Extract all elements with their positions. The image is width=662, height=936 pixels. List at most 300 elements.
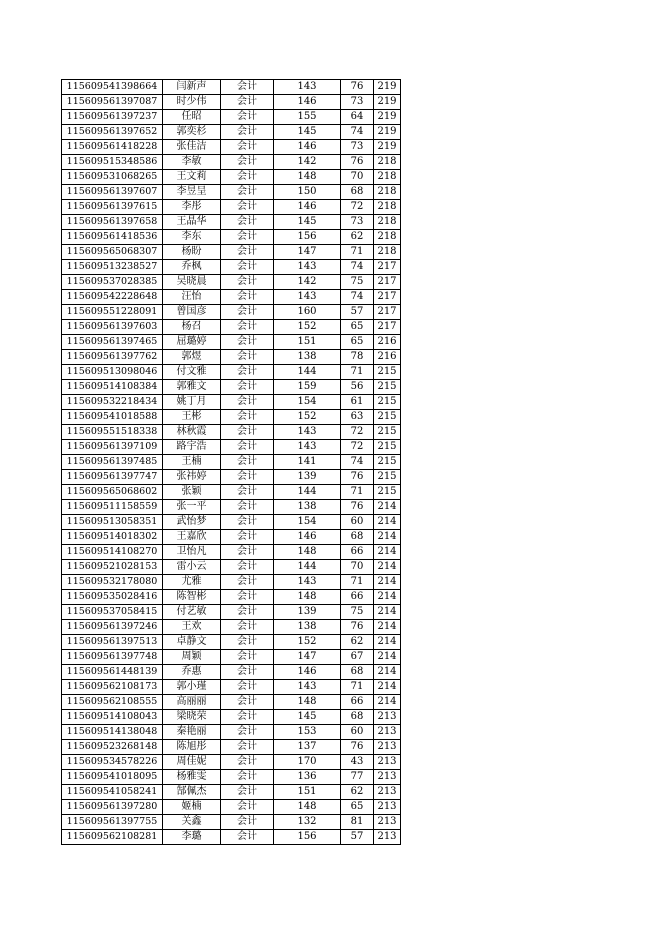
score2-cell: 73 — [341, 215, 374, 230]
major-cell: 会计 — [221, 530, 274, 545]
score2-cell: 75 — [341, 605, 374, 620]
major-cell: 会计 — [221, 215, 274, 230]
table-row — [62, 635, 401, 650]
student-id-cell: 115609514108270 — [62, 545, 163, 560]
student-name-cell: 秦艳丽 — [163, 725, 221, 740]
table-row — [62, 380, 401, 395]
score1-cell: 142 — [274, 275, 341, 290]
student-name-cell: 郭小瑾 — [163, 680, 221, 695]
student-id-cell: 115609561397603 — [62, 320, 163, 335]
table-row — [62, 260, 401, 275]
student-name-cell: 王欢 — [163, 620, 221, 635]
major-cell: 会计 — [221, 515, 274, 530]
score1-cell: 142 — [274, 155, 341, 170]
student-id-cell: 115609551518338 — [62, 425, 163, 440]
major-cell: 会计 — [221, 665, 274, 680]
student-id-cell: 115609514108043 — [62, 710, 163, 725]
major-cell: 会计 — [221, 710, 274, 725]
table-row — [62, 500, 401, 515]
score2-cell: 68 — [341, 185, 374, 200]
major-cell: 会计 — [221, 350, 274, 365]
score1-cell: 143 — [274, 80, 341, 95]
major-cell: 会计 — [221, 830, 274, 845]
score2-cell: 71 — [341, 485, 374, 500]
student-id-cell: 115609561397755 — [62, 815, 163, 830]
total-score-cell: 214 — [374, 605, 401, 620]
major-cell: 会计 — [221, 155, 274, 170]
student-id-cell: 115609551228091 — [62, 305, 163, 320]
score1-cell: 153 — [274, 725, 341, 740]
student-id-cell: 115609561397087 — [62, 95, 163, 110]
score2-cell: 43 — [341, 755, 374, 770]
student-name-cell: 郭奕杉 — [163, 125, 221, 140]
total-score-cell: 215 — [374, 410, 401, 425]
major-cell: 会计 — [221, 200, 274, 215]
major-cell: 会计 — [221, 440, 274, 455]
student-id-cell: 115609561397652 — [62, 125, 163, 140]
table-row — [62, 455, 401, 470]
total-score-cell: 213 — [374, 725, 401, 740]
table-row — [62, 110, 401, 125]
score2-cell: 81 — [341, 815, 374, 830]
major-cell: 会计 — [221, 680, 274, 695]
student-name-cell: 关鑫 — [163, 815, 221, 830]
score1-cell: 152 — [274, 635, 341, 650]
score1-cell: 148 — [274, 545, 341, 560]
student-name-cell: 付艺敏 — [163, 605, 221, 620]
score1-cell: 147 — [274, 650, 341, 665]
student-name-cell: 张颖 — [163, 485, 221, 500]
table-row — [62, 320, 401, 335]
major-cell: 会计 — [221, 785, 274, 800]
student-id-cell: 115609561397237 — [62, 110, 163, 125]
major-cell: 会计 — [221, 140, 274, 155]
major-cell: 会计 — [221, 470, 274, 485]
student-id-cell: 115609561397246 — [62, 620, 163, 635]
score2-cell: 67 — [341, 650, 374, 665]
score2-cell: 65 — [341, 800, 374, 815]
score2-cell: 62 — [341, 635, 374, 650]
major-cell: 会计 — [221, 305, 274, 320]
major-cell: 会计 — [221, 425, 274, 440]
major-cell: 会计 — [221, 815, 274, 830]
total-score-cell: 217 — [374, 260, 401, 275]
total-score-cell: 214 — [374, 680, 401, 695]
student-id-cell: 115609515348586 — [62, 155, 163, 170]
score2-cell: 76 — [341, 80, 374, 95]
table-row — [62, 650, 401, 665]
total-score-cell: 214 — [374, 665, 401, 680]
student-id-cell: 115609513098046 — [62, 365, 163, 380]
score2-cell: 73 — [341, 140, 374, 155]
student-id-cell: 115609565068307 — [62, 245, 163, 260]
student-id-cell: 115609514108384 — [62, 380, 163, 395]
table-row — [62, 755, 401, 770]
student-id-cell: 115609561397607 — [62, 185, 163, 200]
major-cell: 会计 — [221, 590, 274, 605]
total-score-cell: 216 — [374, 335, 401, 350]
table-row — [62, 620, 401, 635]
student-name-cell: 卓静文 — [163, 635, 221, 650]
score2-cell: 66 — [341, 545, 374, 560]
student-id-cell: 115609562108281 — [62, 830, 163, 845]
score1-cell: 151 — [274, 335, 341, 350]
table-row — [62, 140, 401, 155]
score1-cell: 146 — [274, 665, 341, 680]
score2-cell: 76 — [341, 740, 374, 755]
student-name-cell: 王文莉 — [163, 170, 221, 185]
total-score-cell: 218 — [374, 230, 401, 245]
table-row — [62, 785, 401, 800]
student-name-cell: 乔枫 — [163, 260, 221, 275]
total-score-cell: 214 — [374, 635, 401, 650]
student-id-cell: 115609561397109 — [62, 440, 163, 455]
student-name-cell: 王嘉欣 — [163, 530, 221, 545]
student-name-cell: 武怡梦 — [163, 515, 221, 530]
score2-cell: 76 — [341, 620, 374, 635]
score2-cell: 68 — [341, 665, 374, 680]
table-row — [62, 485, 401, 500]
student-name-cell: 时少伟 — [163, 95, 221, 110]
score2-cell: 62 — [341, 785, 374, 800]
score1-cell: 146 — [274, 200, 341, 215]
student-name-cell: 梁晓荣 — [163, 710, 221, 725]
score1-cell: 170 — [274, 755, 341, 770]
table-row — [62, 230, 401, 245]
table-row — [62, 470, 401, 485]
total-score-cell: 214 — [374, 620, 401, 635]
major-cell: 会计 — [221, 380, 274, 395]
score2-cell: 72 — [341, 200, 374, 215]
student-id-cell: 115609561418228 — [62, 140, 163, 155]
score1-cell: 159 — [274, 380, 341, 395]
table-row — [62, 770, 401, 785]
student-name-cell: 卫怡凡 — [163, 545, 221, 560]
score1-cell: 144 — [274, 560, 341, 575]
major-cell: 会计 — [221, 335, 274, 350]
score1-cell: 152 — [274, 320, 341, 335]
total-score-cell: 217 — [374, 305, 401, 320]
major-cell: 会计 — [221, 110, 274, 125]
major-cell: 会计 — [221, 275, 274, 290]
total-score-cell: 217 — [374, 275, 401, 290]
total-score-cell: 215 — [374, 455, 401, 470]
total-score-cell: 214 — [374, 650, 401, 665]
score2-cell: 76 — [341, 155, 374, 170]
student-name-cell: 汪怡 — [163, 290, 221, 305]
table-row — [62, 170, 401, 185]
student-name-cell: 李昱呈 — [163, 185, 221, 200]
total-score-cell: 218 — [374, 185, 401, 200]
table-row — [62, 245, 401, 260]
student-name-cell: 雷小云 — [163, 560, 221, 575]
score1-cell: 143 — [274, 260, 341, 275]
table-row — [62, 275, 401, 290]
student-id-cell: 115609521028153 — [62, 560, 163, 575]
student-name-cell: 陈智彬 — [163, 590, 221, 605]
student-name-cell: 张祎婷 — [163, 470, 221, 485]
score2-cell: 74 — [341, 290, 374, 305]
student-id-cell: 115609561397615 — [62, 200, 163, 215]
student-name-cell: 李敏 — [163, 155, 221, 170]
score2-cell: 74 — [341, 125, 374, 140]
total-score-cell: 213 — [374, 740, 401, 755]
student-name-cell: 杨召 — [163, 320, 221, 335]
total-score-cell: 218 — [374, 200, 401, 215]
score2-cell: 74 — [341, 455, 374, 470]
table-row — [62, 335, 401, 350]
score1-cell: 137 — [274, 740, 341, 755]
student-id-cell: 115609561448139 — [62, 665, 163, 680]
major-cell: 会计 — [221, 605, 274, 620]
student-name-cell: 郜佩杰 — [163, 785, 221, 800]
table-row — [62, 305, 401, 320]
total-score-cell: 213 — [374, 800, 401, 815]
score2-cell: 71 — [341, 365, 374, 380]
student-name-cell: 郭煜 — [163, 350, 221, 365]
score1-cell: 154 — [274, 395, 341, 410]
student-name-cell: 王彬 — [163, 410, 221, 425]
student-id-cell: 115609514018302 — [62, 530, 163, 545]
student-id-cell: 115609565068602 — [62, 485, 163, 500]
score2-cell: 72 — [341, 425, 374, 440]
student-name-cell: 王晶华 — [163, 215, 221, 230]
student-id-cell: 115609523268148 — [62, 740, 163, 755]
score1-cell: 136 — [274, 770, 341, 785]
score1-cell: 154 — [274, 515, 341, 530]
major-cell: 会计 — [221, 620, 274, 635]
total-score-cell: 218 — [374, 170, 401, 185]
student-name-cell: 任昭 — [163, 110, 221, 125]
score1-cell: 145 — [274, 710, 341, 725]
score1-cell: 139 — [274, 605, 341, 620]
table-row — [62, 725, 401, 740]
score1-cell: 145 — [274, 215, 341, 230]
table-row — [62, 440, 401, 455]
major-cell: 会计 — [221, 170, 274, 185]
student-name-cell: 乔惠 — [163, 665, 221, 680]
major-cell: 会计 — [221, 290, 274, 305]
score2-cell: 66 — [341, 695, 374, 710]
student-name-cell: 李彤 — [163, 200, 221, 215]
student-id-cell: 115609534578226 — [62, 755, 163, 770]
score1-cell: 156 — [274, 830, 341, 845]
student-name-cell: 张佳洁 — [163, 140, 221, 155]
major-cell: 会计 — [221, 650, 274, 665]
student-id-cell: 115609561397747 — [62, 470, 163, 485]
student-id-cell: 115609535028416 — [62, 590, 163, 605]
student-id-cell: 115609561397485 — [62, 455, 163, 470]
table-row — [62, 125, 401, 140]
major-cell: 会计 — [221, 740, 274, 755]
student-name-cell: 杨雅雯 — [163, 770, 221, 785]
total-score-cell: 219 — [374, 125, 401, 140]
table-row — [62, 185, 401, 200]
score2-cell: 72 — [341, 440, 374, 455]
student-name-cell: 姬楠 — [163, 800, 221, 815]
student-name-cell: 杨盼 — [163, 245, 221, 260]
table-row — [62, 800, 401, 815]
major-cell: 会计 — [221, 485, 274, 500]
table-row — [62, 545, 401, 560]
score1-cell: 146 — [274, 95, 341, 110]
student-id-cell: 115609561418536 — [62, 230, 163, 245]
score2-cell: 65 — [341, 335, 374, 350]
table-row — [62, 95, 401, 110]
major-cell: 会计 — [221, 755, 274, 770]
total-score-cell: 215 — [374, 485, 401, 500]
score1-cell: 155 — [274, 110, 341, 125]
score2-cell: 61 — [341, 395, 374, 410]
table-row — [62, 680, 401, 695]
score1-cell: 148 — [274, 170, 341, 185]
score2-cell: 60 — [341, 725, 374, 740]
student-id-cell: 115609511158559 — [62, 500, 163, 515]
total-score-cell: 214 — [374, 500, 401, 515]
student-name-cell: 尤雅 — [163, 575, 221, 590]
score2-cell: 68 — [341, 710, 374, 725]
score1-cell: 160 — [274, 305, 341, 320]
score2-cell: 56 — [341, 380, 374, 395]
table-row — [62, 695, 401, 710]
student-name-cell: 张一平 — [163, 500, 221, 515]
major-cell: 会计 — [221, 125, 274, 140]
student-id-cell: 115609542228648 — [62, 290, 163, 305]
total-score-cell: 214 — [374, 530, 401, 545]
total-score-cell: 219 — [374, 140, 401, 155]
score2-cell: 76 — [341, 500, 374, 515]
table-row — [62, 665, 401, 680]
student-id-cell: 115609561397762 — [62, 350, 163, 365]
total-score-cell: 214 — [374, 515, 401, 530]
score1-cell: 143 — [274, 440, 341, 455]
student-id-cell: 115609562108555 — [62, 695, 163, 710]
student-name-cell: 吴晓晨 — [163, 275, 221, 290]
score2-cell: 60 — [341, 515, 374, 530]
major-cell: 会计 — [221, 635, 274, 650]
score2-cell: 73 — [341, 95, 374, 110]
score2-cell: 70 — [341, 560, 374, 575]
score2-cell: 70 — [341, 170, 374, 185]
total-score-cell: 215 — [374, 470, 401, 485]
student-name-cell: 林秋霞 — [163, 425, 221, 440]
total-score-cell: 215 — [374, 365, 401, 380]
table-row — [62, 200, 401, 215]
table-row — [62, 590, 401, 605]
student-name-cell: 周佳妮 — [163, 755, 221, 770]
student-id-cell: 115609562108173 — [62, 680, 163, 695]
table-body — [62, 80, 401, 845]
score1-cell: 144 — [274, 485, 341, 500]
score-sheet — [61, 79, 401, 845]
student-name-cell: 付文雅 — [163, 365, 221, 380]
major-cell: 会计 — [221, 245, 274, 260]
table-row — [62, 155, 401, 170]
table-row — [62, 560, 401, 575]
score2-cell: 77 — [341, 770, 374, 785]
total-score-cell: 219 — [374, 110, 401, 125]
score2-cell: 74 — [341, 260, 374, 275]
student-id-cell: 115609561397748 — [62, 650, 163, 665]
student-id-cell: 115609537058415 — [62, 605, 163, 620]
student-name-cell: 周颖 — [163, 650, 221, 665]
student-id-cell: 115609561397658 — [62, 215, 163, 230]
major-cell: 会计 — [221, 560, 274, 575]
student-id-cell: 115609537028385 — [62, 275, 163, 290]
major-cell: 会计 — [221, 455, 274, 470]
score2-cell: 71 — [341, 575, 374, 590]
total-score-cell: 217 — [374, 320, 401, 335]
table-row — [62, 350, 401, 365]
score1-cell: 143 — [274, 425, 341, 440]
student-name-cell: 陈旭彤 — [163, 740, 221, 755]
score1-cell: 152 — [274, 410, 341, 425]
score1-cell: 143 — [274, 680, 341, 695]
score2-cell: 65 — [341, 320, 374, 335]
score1-cell: 148 — [274, 800, 341, 815]
total-score-cell: 217 — [374, 290, 401, 305]
score2-cell: 76 — [341, 470, 374, 485]
major-cell: 会计 — [221, 320, 274, 335]
student-id-cell: 115609531068265 — [62, 170, 163, 185]
table-row — [62, 410, 401, 425]
total-score-cell: 218 — [374, 245, 401, 260]
score2-cell: 64 — [341, 110, 374, 125]
major-cell: 会计 — [221, 95, 274, 110]
total-score-cell: 218 — [374, 155, 401, 170]
student-name-cell: 路宇浩 — [163, 440, 221, 455]
student-id-cell: 115609513238527 — [62, 260, 163, 275]
score1-cell: 150 — [274, 185, 341, 200]
major-cell: 会计 — [221, 260, 274, 275]
total-score-cell: 213 — [374, 785, 401, 800]
score1-cell: 146 — [274, 530, 341, 545]
score1-cell: 139 — [274, 470, 341, 485]
score1-cell: 156 — [274, 230, 341, 245]
score1-cell: 146 — [274, 140, 341, 155]
table-row — [62, 215, 401, 230]
student-id-cell: 115609513058351 — [62, 515, 163, 530]
total-score-cell: 215 — [374, 425, 401, 440]
score1-cell: 143 — [274, 290, 341, 305]
table-row — [62, 515, 401, 530]
score1-cell: 147 — [274, 245, 341, 260]
score2-cell: 62 — [341, 230, 374, 245]
student-name-cell: 王楠 — [163, 455, 221, 470]
student-name-cell: 高丽丽 — [163, 695, 221, 710]
major-cell: 会计 — [221, 365, 274, 380]
student-id-cell: 115609541058241 — [62, 785, 163, 800]
student-id-cell: 115609541018095 — [62, 770, 163, 785]
table-row — [62, 425, 401, 440]
score2-cell: 68 — [341, 530, 374, 545]
major-cell: 会计 — [221, 725, 274, 740]
total-score-cell: 219 — [374, 80, 401, 95]
major-cell: 会计 — [221, 500, 274, 515]
table-row — [62, 395, 401, 410]
table-row — [62, 80, 401, 95]
major-cell: 会计 — [221, 185, 274, 200]
score1-cell: 143 — [274, 575, 341, 590]
score1-cell: 144 — [274, 365, 341, 380]
total-score-cell: 214 — [374, 695, 401, 710]
total-score-cell: 213 — [374, 710, 401, 725]
total-score-cell: 213 — [374, 755, 401, 770]
total-score-cell: 214 — [374, 575, 401, 590]
score1-cell: 138 — [274, 620, 341, 635]
score2-cell: 63 — [341, 410, 374, 425]
score2-cell: 71 — [341, 245, 374, 260]
